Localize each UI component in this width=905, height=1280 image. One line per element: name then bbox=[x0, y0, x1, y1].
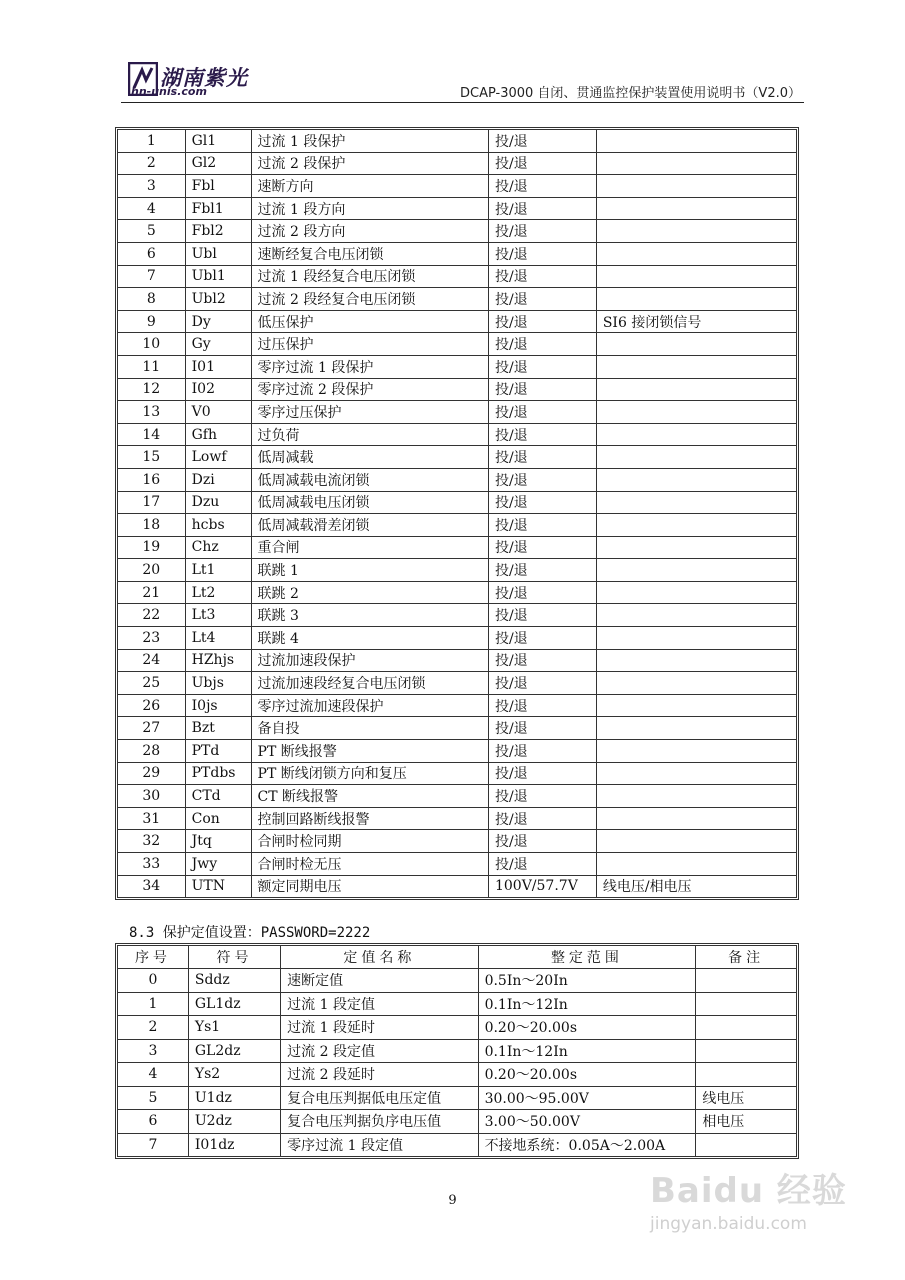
cell-symbol: I02 bbox=[185, 378, 251, 401]
cell-value: 投/退 bbox=[488, 559, 596, 582]
cell-note bbox=[596, 694, 796, 717]
cell-value: 投/退 bbox=[488, 740, 596, 763]
protection-switch-table bbox=[117, 129, 797, 898]
cell-name: 过流 1 段经复合电压闭锁 bbox=[251, 265, 488, 288]
cell-value: 投/退 bbox=[488, 197, 596, 220]
cell-name: 低周减载滑差闭锁 bbox=[251, 514, 488, 537]
table-row bbox=[118, 130, 797, 153]
cell-seq: 1 bbox=[118, 992, 189, 1016]
cell-note bbox=[596, 762, 796, 785]
cell-value: 投/退 bbox=[488, 130, 596, 153]
cell-note bbox=[596, 649, 796, 672]
table-row bbox=[118, 559, 797, 582]
cell-seq: 17 bbox=[118, 491, 186, 514]
cell-symbol: HZhjs bbox=[185, 649, 251, 672]
cell-note bbox=[596, 197, 796, 220]
cell-value: 3.00～50.00V bbox=[478, 1110, 696, 1134]
cell-note bbox=[596, 175, 796, 198]
cell-value: 投/退 bbox=[488, 694, 596, 717]
cell-symbol: Jtq bbox=[185, 830, 251, 853]
cell-seq: 26 bbox=[118, 694, 186, 717]
cell-symbol: Ubl bbox=[185, 242, 251, 265]
table-row bbox=[118, 1063, 797, 1087]
cell-value: 投/退 bbox=[488, 355, 596, 378]
cell-note bbox=[596, 401, 796, 424]
cell-name: 过压保护 bbox=[251, 333, 488, 356]
cell-value: 投/退 bbox=[488, 423, 596, 446]
cell-symbol: Ys1 bbox=[188, 1016, 280, 1040]
protection-settings-table bbox=[117, 945, 797, 1157]
table-row bbox=[118, 969, 797, 993]
cell-value: 投/退 bbox=[488, 468, 596, 491]
cell-symbol: V0 bbox=[185, 401, 251, 424]
cell-symbol: GL2dz bbox=[188, 1039, 280, 1063]
cell-name: 低周减载电流闭锁 bbox=[251, 468, 488, 491]
table-row bbox=[118, 242, 797, 265]
table-row bbox=[118, 1039, 797, 1063]
cell-value: 投/退 bbox=[488, 604, 596, 627]
cell-value: 不接地系统：0.05A～2.00A bbox=[478, 1133, 696, 1157]
cell-value: 投/退 bbox=[488, 627, 596, 650]
table-row bbox=[118, 717, 797, 740]
table-row bbox=[118, 401, 797, 424]
cell-symbol: I01 bbox=[185, 355, 251, 378]
table-row bbox=[118, 740, 797, 763]
cell-symbol: Dy bbox=[185, 310, 251, 333]
cell-note bbox=[696, 1063, 797, 1087]
cell-name: 零序过流加速段保护 bbox=[251, 694, 488, 717]
table-row bbox=[118, 288, 797, 311]
cell-name: 零序过流 1 段保护 bbox=[251, 355, 488, 378]
table-row bbox=[118, 220, 797, 243]
cell-seq: 27 bbox=[118, 717, 186, 740]
table-row bbox=[118, 536, 797, 559]
cell-name: 速断定值 bbox=[281, 969, 478, 993]
table-row bbox=[118, 197, 797, 220]
cell-symbol: Dzu bbox=[185, 491, 251, 514]
cell-value: 投/退 bbox=[488, 717, 596, 740]
cell-value: 投/退 bbox=[488, 288, 596, 311]
cell-symbol: Jwy bbox=[185, 853, 251, 876]
cell-value: 投/退 bbox=[488, 175, 596, 198]
table-row bbox=[118, 992, 797, 1016]
company-logo-text: 湖南紫光 bbox=[160, 66, 248, 90]
cell-seq: 34 bbox=[118, 875, 186, 898]
cell-seq: 31 bbox=[118, 807, 186, 830]
cell-value: 投/退 bbox=[488, 378, 596, 401]
cell-seq: 1 bbox=[118, 130, 186, 153]
cell-symbol: CTd bbox=[185, 785, 251, 808]
table-row bbox=[118, 446, 797, 469]
cell-note bbox=[696, 969, 797, 993]
cell-note bbox=[596, 604, 796, 627]
cell-symbol: Ubl1 bbox=[185, 265, 251, 288]
cell-name: 低周减载 bbox=[251, 446, 488, 469]
cell-name: 联跳 1 bbox=[251, 559, 488, 582]
table-row bbox=[118, 853, 797, 876]
cell-symbol: Gl2 bbox=[185, 152, 251, 175]
cell-seq: 16 bbox=[118, 468, 186, 491]
table-row bbox=[118, 694, 797, 717]
cell-symbol: Fbl1 bbox=[185, 197, 251, 220]
cell-note bbox=[596, 378, 796, 401]
table-row bbox=[118, 627, 797, 650]
table-row bbox=[118, 152, 797, 175]
cell-name: 低周减载电压闭锁 bbox=[251, 491, 488, 514]
cell-seq: 12 bbox=[118, 378, 186, 401]
cell-note bbox=[596, 853, 796, 876]
cell-value: 投/退 bbox=[488, 265, 596, 288]
cell-name: 合闸时检同期 bbox=[251, 830, 488, 853]
cell-name: 零序过流 2 段保护 bbox=[251, 378, 488, 401]
cell-value: 30.00～95.00V bbox=[478, 1086, 696, 1110]
cell-value: 投/退 bbox=[488, 807, 596, 830]
cell-symbol: Lowf bbox=[185, 446, 251, 469]
cell-symbol: Ubl2 bbox=[185, 288, 251, 311]
cell-seq: 32 bbox=[118, 830, 186, 853]
cell-name: 合闸时检无压 bbox=[251, 853, 488, 876]
cell-value: 投/退 bbox=[488, 220, 596, 243]
cell-symbol: PTdbs bbox=[185, 762, 251, 785]
cell-note bbox=[596, 423, 796, 446]
cell-note bbox=[596, 717, 796, 740]
cell-symbol: Fbl2 bbox=[185, 220, 251, 243]
cell-name: 额定同期电压 bbox=[251, 875, 488, 898]
cell-symbol: Sddz bbox=[188, 969, 280, 993]
cell-note bbox=[596, 627, 796, 650]
cell-value: 投/退 bbox=[488, 649, 596, 672]
cell-name: 重合闸 bbox=[251, 536, 488, 559]
cell-seq: 0 bbox=[118, 969, 189, 993]
cell-note bbox=[596, 130, 796, 153]
cell-value: 投/退 bbox=[488, 581, 596, 604]
cell-name: 联跳 4 bbox=[251, 627, 488, 650]
cell-seq: 8 bbox=[118, 288, 186, 311]
cell-seq: 2 bbox=[118, 1016, 189, 1040]
cell-symbol: Lt2 bbox=[185, 581, 251, 604]
table-row bbox=[118, 581, 797, 604]
cell-note bbox=[596, 220, 796, 243]
table-row bbox=[118, 1133, 797, 1157]
cell-value: 投/退 bbox=[488, 830, 596, 853]
cell-name: 过流 1 段延时 bbox=[281, 1016, 478, 1040]
table-row bbox=[118, 355, 797, 378]
cell-symbol: U2dz bbox=[188, 1110, 280, 1134]
cell-value: 投/退 bbox=[488, 762, 596, 785]
cell-name: 复合电压判据低电压定值 bbox=[281, 1086, 478, 1110]
cell-seq: 30 bbox=[118, 785, 186, 808]
cell-seq: 4 bbox=[118, 197, 186, 220]
cell-seq: 33 bbox=[118, 853, 186, 876]
cell-seq: 7 bbox=[118, 265, 186, 288]
cell-name: 速断经复合电压闭锁 bbox=[251, 242, 488, 265]
cell-note: 线电压 bbox=[696, 1086, 797, 1110]
cell-value: 投/退 bbox=[488, 491, 596, 514]
cell-value: 0.5In～20In bbox=[478, 969, 696, 993]
cell-value: 投/退 bbox=[488, 310, 596, 333]
cell-name: 联跳 2 bbox=[251, 581, 488, 604]
cell-seq: 22 bbox=[118, 604, 186, 627]
cell-seq: 2 bbox=[118, 152, 186, 175]
document-title: DCAP-3000 自闭、贯通监控保护装置使用说明书（V2.0） bbox=[459, 86, 801, 101]
cell-note bbox=[596, 265, 796, 288]
cell-symbol: Chz bbox=[185, 536, 251, 559]
table-row bbox=[118, 423, 797, 446]
cell-seq: 10 bbox=[118, 333, 186, 356]
cell-name: 过流 1 段保护 bbox=[251, 130, 488, 153]
cell-value: 投/退 bbox=[488, 242, 596, 265]
table-row bbox=[118, 1086, 797, 1110]
cell-name: 低压保护 bbox=[251, 310, 488, 333]
cell-symbol: Ubjs bbox=[185, 672, 251, 695]
cell-symbol: Gy bbox=[185, 333, 251, 356]
table-row bbox=[118, 514, 797, 537]
cell-note bbox=[696, 1039, 797, 1063]
cell-note bbox=[596, 672, 796, 695]
table-row bbox=[118, 672, 797, 695]
table-row bbox=[118, 265, 797, 288]
cell-name: CT 断线报警 bbox=[251, 785, 488, 808]
cell-seq: 5 bbox=[118, 220, 186, 243]
table-row bbox=[118, 830, 797, 853]
table-row bbox=[118, 875, 797, 898]
cell-seq: 15 bbox=[118, 446, 186, 469]
cell-name: 控制回路断线报警 bbox=[251, 807, 488, 830]
cell-seq: 6 bbox=[118, 1110, 189, 1134]
cell-value: 投/退 bbox=[488, 785, 596, 808]
cell-name: 过负荷 bbox=[251, 423, 488, 446]
cell-symbol: Gfh bbox=[185, 423, 251, 446]
cell-seq: 6 bbox=[118, 242, 186, 265]
cell-value: 0.20～20.00s bbox=[478, 1063, 696, 1087]
cell-symbol: Gl1 bbox=[185, 130, 251, 153]
table-row bbox=[118, 807, 797, 830]
cell-value: 投/退 bbox=[488, 333, 596, 356]
cell-seq: 24 bbox=[118, 649, 186, 672]
cell-name: 过流 2 段保护 bbox=[251, 152, 488, 175]
cell-seq: 4 bbox=[118, 1063, 189, 1087]
cell-note bbox=[596, 514, 796, 537]
cell-value: 投/退 bbox=[488, 446, 596, 469]
cell-symbol: Lt1 bbox=[185, 559, 251, 582]
cell-name: 过流 1 段方向 bbox=[251, 197, 488, 220]
cell-seq: 25 bbox=[118, 672, 186, 695]
header-symbol: 符号 bbox=[188, 946, 280, 969]
cell-seq: 18 bbox=[118, 514, 186, 537]
cell-value: 投/退 bbox=[488, 536, 596, 559]
cell-note bbox=[596, 152, 796, 175]
cell-value: 投/退 bbox=[488, 853, 596, 876]
table-row bbox=[118, 785, 797, 808]
cell-note bbox=[596, 807, 796, 830]
cell-name: 过流 2 段方向 bbox=[251, 220, 488, 243]
page-number: 9 bbox=[448, 1193, 457, 1208]
cell-value: 100V/57.7V bbox=[488, 875, 596, 898]
cell-note bbox=[696, 992, 797, 1016]
cell-note bbox=[596, 491, 796, 514]
cell-symbol: I01dz bbox=[188, 1133, 280, 1157]
cell-seq: 9 bbox=[118, 310, 186, 333]
cell-seq: 3 bbox=[118, 175, 186, 198]
table-row bbox=[118, 310, 797, 333]
cell-note: 线电压/相电压 bbox=[596, 875, 796, 898]
cell-value: 0.20～20.00s bbox=[478, 1016, 696, 1040]
cell-name: 零序过压保护 bbox=[251, 401, 488, 424]
cell-note bbox=[596, 581, 796, 604]
cell-name: 零序过流 1 段定值 bbox=[281, 1133, 478, 1157]
cell-seq: 21 bbox=[118, 581, 186, 604]
cell-name: 过流 2 段定值 bbox=[281, 1039, 478, 1063]
cell-note bbox=[596, 740, 796, 763]
cell-note bbox=[596, 830, 796, 853]
cell-symbol: UTN bbox=[185, 875, 251, 898]
table-row bbox=[118, 1110, 797, 1134]
cell-symbol: hcbs bbox=[185, 514, 251, 537]
company-logo-url: hn-unis.com bbox=[131, 85, 207, 98]
header-divider bbox=[121, 102, 804, 103]
cell-symbol: Dzi bbox=[185, 468, 251, 491]
cell-seq: 5 bbox=[118, 1086, 189, 1110]
cell-value: 投/退 bbox=[488, 514, 596, 537]
table-row bbox=[118, 1016, 797, 1040]
cell-symbol: Lt4 bbox=[185, 627, 251, 650]
cell-seq: 11 bbox=[118, 355, 186, 378]
cell-seq: 7 bbox=[118, 1133, 189, 1157]
cell-name: 过流 2 段延时 bbox=[281, 1063, 478, 1087]
cell-symbol: Ys2 bbox=[188, 1063, 280, 1087]
cell-name: 联跳 3 bbox=[251, 604, 488, 627]
table-row bbox=[118, 175, 797, 198]
header-range: 整定范围 bbox=[478, 946, 696, 969]
cell-seq: 29 bbox=[118, 762, 186, 785]
cell-value: 投/退 bbox=[488, 401, 596, 424]
section-title: 8.3 保护定值设置：PASSWORD=2222 bbox=[129, 925, 371, 941]
cell-seq: 28 bbox=[118, 740, 186, 763]
cell-seq: 23 bbox=[118, 627, 186, 650]
cell-note bbox=[696, 1016, 797, 1040]
table-row bbox=[118, 491, 797, 514]
cell-value: 投/退 bbox=[488, 672, 596, 695]
header-seq: 序号 bbox=[118, 946, 189, 969]
cell-note: 相电压 bbox=[696, 1110, 797, 1134]
cell-symbol: PTd bbox=[185, 740, 251, 763]
cell-name: 速断方向 bbox=[251, 175, 488, 198]
cell-note bbox=[596, 333, 796, 356]
cell-symbol: Con bbox=[185, 807, 251, 830]
cell-seq: 19 bbox=[118, 536, 186, 559]
cell-value: 0.1In～12In bbox=[478, 992, 696, 1016]
cell-name: 过流加速段保护 bbox=[251, 649, 488, 672]
cell-note bbox=[596, 355, 796, 378]
cell-symbol: U1dz bbox=[188, 1086, 280, 1110]
cell-name: 过流 2 段经复合电压闭锁 bbox=[251, 288, 488, 311]
cell-note bbox=[596, 242, 796, 265]
cell-note: SI6 接闭锁信号 bbox=[596, 310, 796, 333]
cell-symbol: Bzt bbox=[185, 717, 251, 740]
cell-name: 过流 1 段定值 bbox=[281, 992, 478, 1016]
cell-seq: 3 bbox=[118, 1039, 189, 1063]
cell-name: PT 断线报警 bbox=[251, 740, 488, 763]
table-row bbox=[118, 378, 797, 401]
cell-note bbox=[596, 446, 796, 469]
cell-symbol: Lt3 bbox=[185, 604, 251, 627]
table-row bbox=[118, 333, 797, 356]
cell-value: 投/退 bbox=[488, 152, 596, 175]
cell-seq: 13 bbox=[118, 401, 186, 424]
cell-symbol: Fbl bbox=[185, 175, 251, 198]
cell-note bbox=[596, 536, 796, 559]
cell-note bbox=[596, 785, 796, 808]
table-row bbox=[118, 649, 797, 672]
cell-note bbox=[596, 468, 796, 491]
cell-name: PT 断线闭锁方向和复压 bbox=[251, 762, 488, 785]
table-header-row bbox=[118, 946, 797, 969]
cell-name: 复合电压判据负序电压值 bbox=[281, 1110, 478, 1134]
cell-note bbox=[696, 1133, 797, 1157]
header-note: 备注 bbox=[696, 946, 797, 969]
table-row bbox=[118, 604, 797, 627]
cell-symbol: I0js bbox=[185, 694, 251, 717]
cell-note bbox=[596, 288, 796, 311]
watermark-logo: Baidu 经验 bbox=[650, 1171, 847, 1211]
cell-value: 0.1In～12In bbox=[478, 1039, 696, 1063]
cell-seq: 20 bbox=[118, 559, 186, 582]
watermark-url: jingyan.baidu.com bbox=[650, 1214, 807, 1234]
header-name: 定值名称 bbox=[281, 946, 478, 969]
table-row bbox=[118, 468, 797, 491]
cell-note bbox=[596, 559, 796, 582]
cell-name: 备自投 bbox=[251, 717, 488, 740]
cell-name: 过流加速段经复合电压闭锁 bbox=[251, 672, 488, 695]
cell-symbol: GL1dz bbox=[188, 992, 280, 1016]
cell-seq: 14 bbox=[118, 423, 186, 446]
table-row bbox=[118, 762, 797, 785]
